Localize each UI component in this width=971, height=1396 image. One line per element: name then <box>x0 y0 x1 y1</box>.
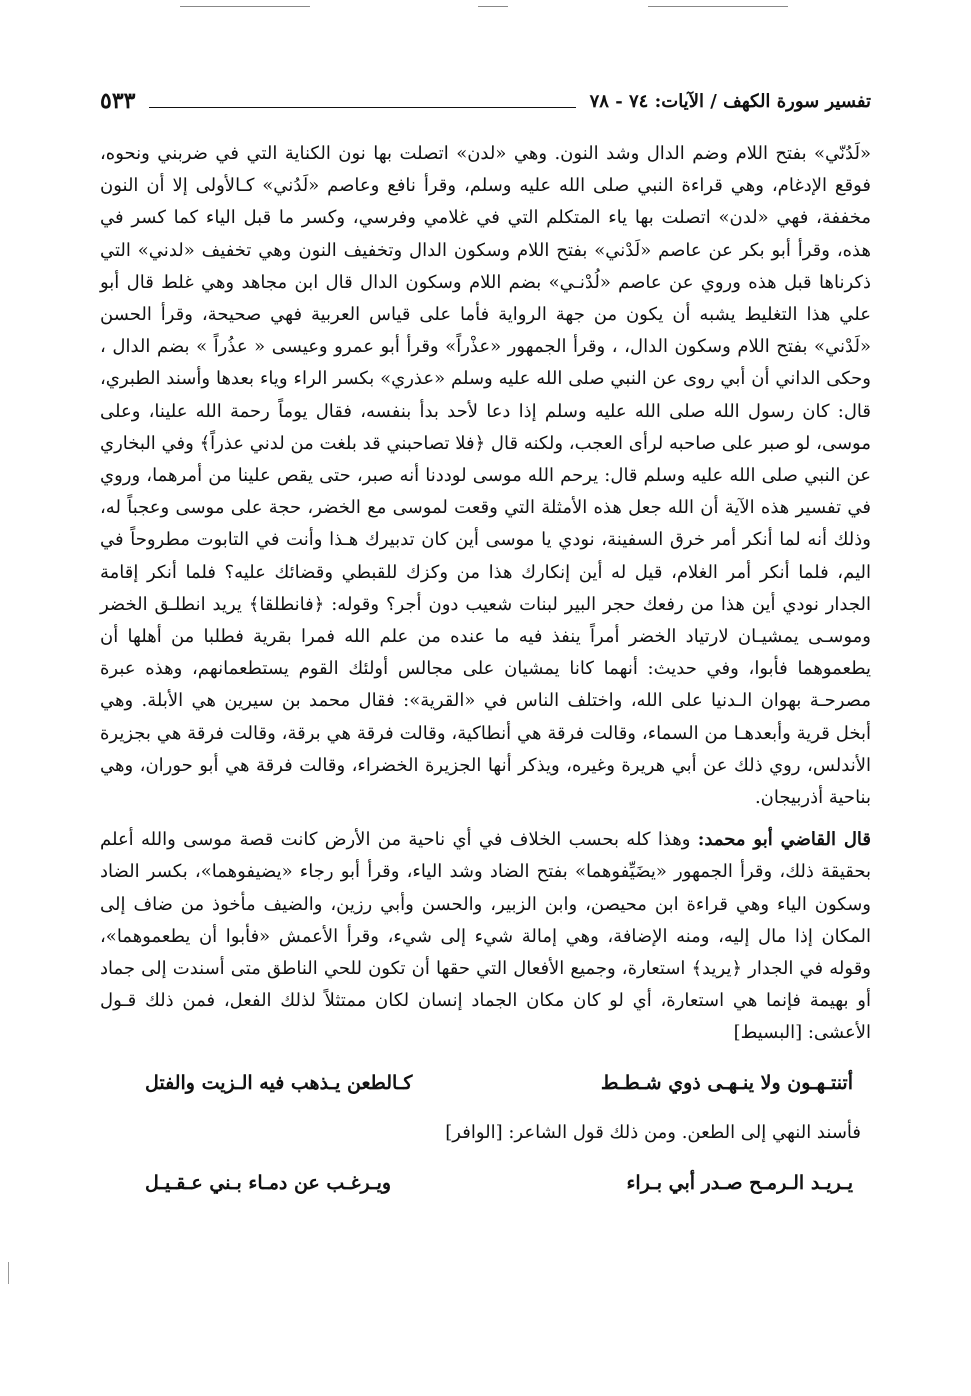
text-line: وهذا كله بحسب الخلاف في أي ناحية من الأرض كانت قصة موسى والله <box>141 829 691 851</box>
verse-note: فأسند النهي إلى الطعن. ومن ذلك قول الشاعر: [الوافر] <box>445 1121 861 1143</box>
running-title: تفسير سورة الكهف / الآيات: ٧٤ - ٧٨ <box>589 90 871 112</box>
text-line: هذه الآية أن الله جعل هذه الأمثلة التي وقعت لموسى مع الخضر، حجة على موسى وعجباً له، وذلك أنه <box>100 497 871 551</box>
text-line: واختلف الناس في «القرية»: فقال محمد بن سيرين هي الأبلة. وهي أبخل قرية وأبعدهـا من السماء، <box>100 690 871 744</box>
text-line: على صاحبه لرأى العجب، ولكنه قال ﴿فلا تصاحبني قد بلغت من لدني عذراً﴾ وفي البخاري عن النبي <box>100 432 871 487</box>
paragraph-lead: قال القاضي أبو محمد: <box>697 829 871 851</box>
text-line: الأعشى: [البسيط] <box>733 1022 871 1044</box>
text-line: فوقع الإدغام، وهي قراءة النبي صلى الله عليه وسلم، وقرأ نافع وعاصم «لَدُني» كـالأولى إلا أن النون <box>100 175 871 197</box>
verse-first-hemistich: يـريـد الـرمـح صـدر أبي بـراء <box>626 1171 853 1194</box>
scan-artifact-line <box>180 6 310 7</box>
text-line: اللام وسكون الدال، ، وقرأ الجمهور «عذْراً» وقرأ أبو عمرو وعيسى « عذُراً » بضم الدال ، وحكى الداني <box>100 336 871 390</box>
text-line: لما أنكر أمر خرق السفينة، نودي يا موسى أين كان تدبيرك هـذا وأنت في التابوت مطروحاً في اليم، فلما <box>100 529 871 583</box>
text-line: وقوله في الجدار ﴿يريد﴾ استعارة، وجميع الأفعال التي حقها أن تكون للحي الناطق متى أسندت إلى جماد <box>100 958 871 980</box>
text-line: مخففة، فهي «لدن» اتصلت بها ياء المتكلم التي في غلامي وفرسي، وكسر ما قبل الياء كما كسر في هذه، <box>100 207 871 261</box>
verse-second-hemistich: ويـرغـب عن دمـاء بـني عـقـيـل <box>145 1171 392 1194</box>
verse-second-hemistich: كـالطعن يـذهب فيه الـزيت والفتل <box>145 1071 413 1094</box>
page-header <box>100 86 871 116</box>
header-rule <box>149 107 575 108</box>
page-number: ٥٣٣ <box>100 88 136 114</box>
text-line: أنهما كانا يمشيان على مجالس أولئك القوم يستطعمانهم، وهذه عبرة مصرحـة بهوان الـدنيا على الله، <box>100 658 871 712</box>
text-line: «لَدُنّي» بفتح اللام وضم الدال وشد النون. وهي «لدن» اتصلت بها نون الكناية التي في ضربني ونحوه، <box>100 143 871 164</box>
scan-margin-mark <box>8 1262 9 1284</box>
text-line: رسول الله صلى الله عليه وسلم إذا دعا لأحد بدأ بنفسه، فقال يوماً رحمة الله علينا، وعلى موسى، لو صبر <box>100 400 871 454</box>
text-line: أعلم بحقيقة ذلك، وقرأ الجمهور «يضَيِّفوهما» بفتح الضاد وشد الياء، وقرأ أبو رجاء «يضيفوهما»، بكسر <box>100 829 871 883</box>
verse-first-hemistich: أتنتـهـون ولا ينـهـى ذوي شـطـط <box>600 1071 853 1094</box>
commentary-paragraph <box>100 138 871 814</box>
text-line: أن أبي روى عن النبي صلى الله عليه وسلم «عذري» بكسر الراء وياء بعدها وأسند الطبري، قال: كان <box>100 368 871 422</box>
text-line: أنكر أمر الغلام، قيل له أين إنكارك هذا من وكزك للقبطي وقضائك عليه؟ فلما أنكر إقامة الجدار نودي أين <box>100 561 871 615</box>
text-line: هذا من رفعك حجر البير لبنات شعيب دون أجر؟ وقوله: ﴿فانطلقا﴾ يريد انطلـق الخضر وموسـى يمشيـان <box>100 593 871 648</box>
text-line: الضاد وسكون الياء وهي قراءة ابن محيصن، وابن الزبير، والحسن وأبي رزين، والضيف مأخوذ من ضاف <box>100 861 871 915</box>
poetry-verse <box>145 1168 853 1198</box>
text-line: إلى المكان إذا مال إليه، ومنه الإضافة، وهي إمالة شيء إلى شيء، وقرأ الأعمش «فأبوا أن يطعموهما»، <box>100 893 871 947</box>
text-line: قبل هذه وروي عن عاصم «لُدْنـي» بضم اللام وسكون الدال قال ابن مجاهد وهي غلط قال أبو علي هذا <box>100 271 871 326</box>
commentary-paragraph <box>100 824 871 1049</box>
text-line: وقرأ أبو بكر عن عاصم «لَدْني» بفتح اللام وسكون الدال وتخفيف النون وهي تخفيف «لدني» التي ذكرناها <box>100 239 871 293</box>
text-line: وقالت فرقة هي أنطاكية، وقالت فرقة هي برقة، وقالت فرقة هي بجزيرة الأندلس، روي ذلك عن أبي هريرة <box>100 722 871 776</box>
scan-artifact-line <box>478 6 508 7</box>
page-body <box>100 138 871 1198</box>
text-line: أو بهيمة فإنما هي استعارة، أي لو كان مكان الجماد إنسان لكان ممتثلاً لذلك الفعل، فمن ذلك قـول <box>100 990 871 1012</box>
text-line: التغليط يشبه أن يكون من جهة الرواية فأما على قياس العربية فهي صحيحة، وقرأ الحسن «لَدْني» بفتح <box>100 304 871 358</box>
poetry-verse <box>145 1068 853 1098</box>
text-line: صلى الله عليه وسلم قال: يرحم الله موسى لوددنا أنه صبر، حتى يقص علينا من أمرهما، وروي في تفسير <box>100 465 871 519</box>
text-line: وغيره، ويذكر أنها الجزيرة الخضراء، وقالت فرقة هي أبو حوران، وهي بناحية أذربيجان. <box>100 754 871 809</box>
text-line: لارتياد الخضر أمراً ينفذ فيه ما عنده من علم الله فمرا بقرية فطلبا من أهلها أن يطعموهما فأبوا، وفي حديث: <box>100 626 871 680</box>
scan-artifact-line <box>648 6 788 7</box>
